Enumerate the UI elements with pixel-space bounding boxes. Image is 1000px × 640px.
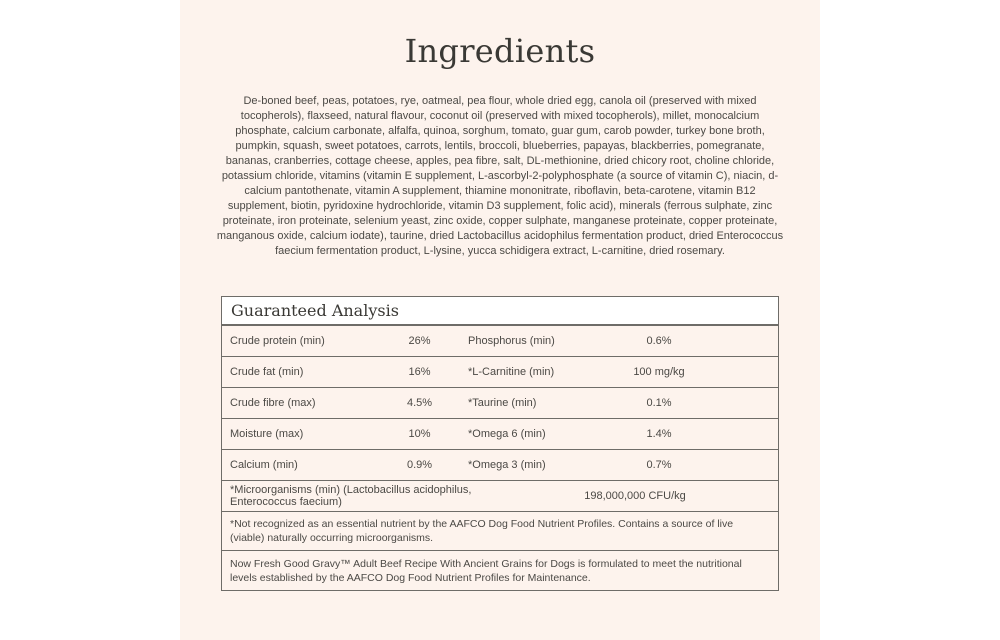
nutrient-value: 0.1%	[646, 397, 672, 409]
product-info-panel	[180, 0, 820, 640]
nutrient-value: 198,000,000 CFU/kg	[584, 490, 686, 502]
table-row	[222, 357, 778, 388]
table-title: Guaranteed Analysis	[231, 301, 399, 320]
nutrient-value: 10%	[408, 428, 431, 440]
nutrient-value: 26%	[408, 335, 431, 347]
table-footnote	[222, 512, 778, 551]
page-title: Ingredients	[404, 32, 596, 70]
ingredients-paragraph: De-boned beef, peas, potatoes, rye, oatmeal, pea flour, whole dried egg, canola oil (preserved with mixed tocopherols), flaxseed, natural flavour, coconut oil (preserved with mixed tocopherols), millet, monocalcium phosphate, calcium carbonate, alfalfa, quinoa, sorghum, tomato, guar gum, carob powder, turkey bone broth, pumpkin, squash, sweet potatoes, carrots, lentils, broccoli, blueberries, papayas, blackberries, pomegranate, bananas, cranberries, cottage cheese, apples, pea fibre, salt, DL-methionine, dried chicory root, choline chloride, potassium chloride, vitamins (vitamin E supplement, L-ascorbyl-2-polyphosphate (a source of vitamin C), niacin, d-calcium pantothenate, vitamin A supplement, thiamine mononitrate, riboflavin, beta-carotene, vitamin B12 supplement, biotin, pyridoxine hydrochloride, vitamin D3 supplement, folic acid), minerals (ferrous sulphate, zinc proteinate, iron proteinate, selenium yeast, zinc oxide, copper sulphate, manganese proteinate, copper proteinate, manganous oxide, calcium iodate), taurine, dried Lactobacillus acidophilus fermentation product, dried Enterococcus faecium fermentation product, L-lysine, yucca schidigera extract, L-carnitine, dried rosemary.	[216, 95, 784, 257]
nutrient-label: *Omega 6 (min)	[468, 428, 546, 440]
nutrient-value: 0.6%	[646, 335, 672, 347]
nutrient-value: 0.9%	[406, 459, 433, 471]
nutrient-label: *Microorganisms (min) (Lactobacillus acidophilus, Enterococcus faecium)	[230, 484, 472, 508]
nutrient-value: 16%	[408, 366, 431, 378]
guaranteed-analysis-table	[221, 296, 779, 591]
aafco-statement	[222, 551, 778, 590]
nutrient-label: Phosphorus (min)	[468, 335, 555, 347]
microorganisms-row	[222, 481, 778, 512]
table-header-row	[222, 297, 778, 326]
nutrient-label: Moisture (max)	[230, 428, 304, 440]
nutrient-label: Crude fibre (max)	[230, 397, 316, 409]
nutrient-label: *Omega 3 (min)	[468, 459, 546, 471]
table-row	[222, 388, 778, 419]
nutrient-label: Crude fat (min)	[230, 366, 304, 378]
footnote-text: *Not recognized as an essential nutrient by the AAFCO Dog Food Nutrient Profiles. Contains a source of live (viable) naturally occurring microorganisms.	[230, 518, 734, 544]
nutrient-value: 100 mg/kg	[633, 366, 685, 378]
nutrient-value: 1.4%	[646, 428, 672, 440]
table-row	[222, 450, 778, 481]
nutrient-label: Calcium (min)	[230, 459, 298, 471]
table-row	[222, 419, 778, 450]
nutrient-label: Crude protein (min)	[230, 335, 325, 347]
table-row	[222, 326, 778, 357]
statement-text: Now Fresh Good Gravy™ Adult Beef Recipe With Ancient Grains for Dogs is formulated to meet the nutritional levels established by the AAFCO Dog Food Nutrient Profiles for Maintenance.	[230, 557, 742, 584]
nutrient-label: *L-Carnitine (min)	[468, 366, 555, 378]
nutrient-value: 0.7%	[646, 459, 672, 471]
nutrient-label: *Taurine (min)	[468, 397, 537, 409]
nutrient-value: 4.5%	[406, 397, 433, 409]
